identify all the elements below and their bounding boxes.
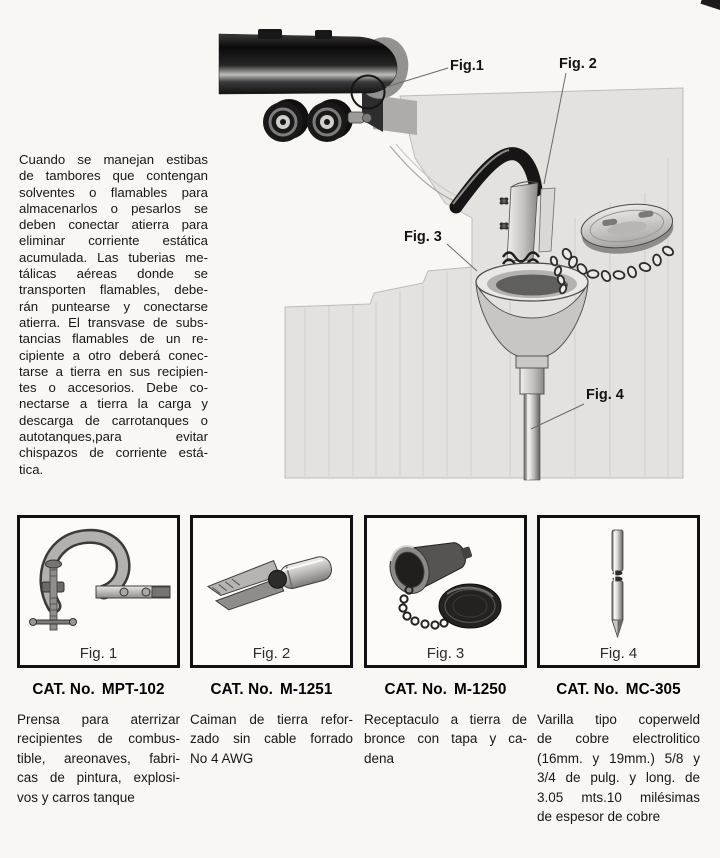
- intro-paragraph: Cuando se manejan estibas de tambores que contengan solventes o flamables para almacenarlos o pesarlos se deben conectar atierra para eliminar corriente estática acumulada. Las tuberias me- tálicas aéreas donde se transporten flamables, debe- rán puntearse y conectarse atierra. El transvase de subs- tancias flamables de un re- cipiente a otro deberá conec- tarse a tierra en sus recipien- tes o accesorios. Debe co- nectarse a tierra la carga y descarga de carrotanques o autotanques,para evitar chispazos de corriente está- tica.: [19, 152, 208, 477]
- catalog-code: M-1251: [280, 681, 333, 698]
- figure-caption: Fig. 2: [252, 645, 291, 662]
- ground-rod: [524, 394, 540, 480]
- fig1-label: Fig.1: [450, 58, 484, 74]
- product-card-m-1250: [364, 515, 527, 768]
- figure-caption: Fig. 4: [599, 645, 638, 662]
- catalog-number: [190, 681, 353, 699]
- catalog-prefix: CAT. No.: [384, 681, 448, 698]
- catalog-prefix: CAT. No.: [556, 681, 619, 698]
- product-card-m-1251: [190, 515, 353, 768]
- catalog-number: [17, 681, 180, 699]
- fig4-label: Fig. 4: [586, 387, 624, 403]
- product-description: Caiman de tierra refor- zado sin cable forrado No 4 AWG: [190, 712, 353, 766]
- catalog-prefix: CAT. No.: [32, 681, 95, 698]
- product-image-frame: [17, 515, 180, 668]
- tank-outlet-coupling: [348, 112, 364, 123]
- tank-outlet-tip: [363, 114, 372, 123]
- fig2-label: Fig. 2: [559, 56, 597, 72]
- tank-body: [219, 34, 397, 94]
- tank-hatch: [258, 29, 282, 39]
- ground-rod-product-image: [540, 520, 697, 642]
- grounding-illustration-svg: [210, 8, 715, 492]
- product-card-mc-305: [537, 515, 700, 826]
- grounding-illustration: [210, 8, 715, 492]
- product-image-frame: [190, 515, 353, 668]
- catalog-code: MPT-102: [101, 681, 165, 698]
- truck-wheels: [263, 99, 353, 142]
- catalog-code: MC-305: [625, 681, 681, 698]
- receptacle-product-image: [367, 520, 524, 642]
- product-description: Varilla tipo coperweld de cobre electrolitico (16mm. y 19mm.) 5/8 y 3/4 de pulg. y long. de 3.05 mts.10 milésimas de espesor de cobre: [537, 712, 700, 825]
- clamp-product-image: [20, 520, 177, 642]
- catalog-code: M-1250: [454, 681, 507, 698]
- figure-caption: Fig. 3: [426, 645, 465, 662]
- product-description: Prensa para aterrizar recipientes de combus- tible, areonaves, fabri- cas de pintura, explosi- vos y carros tanque: [17, 712, 180, 805]
- catalog-number: [364, 681, 527, 699]
- figure-caption: Fig. 1: [79, 645, 118, 662]
- product-card-mpt-102: [17, 515, 180, 807]
- alligator-clip-product-image: [193, 520, 350, 642]
- fig3-label: Fig. 3: [404, 229, 442, 245]
- product-image-frame: [537, 515, 700, 668]
- tank-hatch: [315, 30, 332, 39]
- catalog-number: [537, 681, 700, 699]
- product-description: Receptaculo a tierra de bronce con tapa y ca- dena: [364, 712, 527, 766]
- catalog-prefix: CAT. No.: [210, 681, 274, 698]
- product-image-frame: [364, 515, 527, 668]
